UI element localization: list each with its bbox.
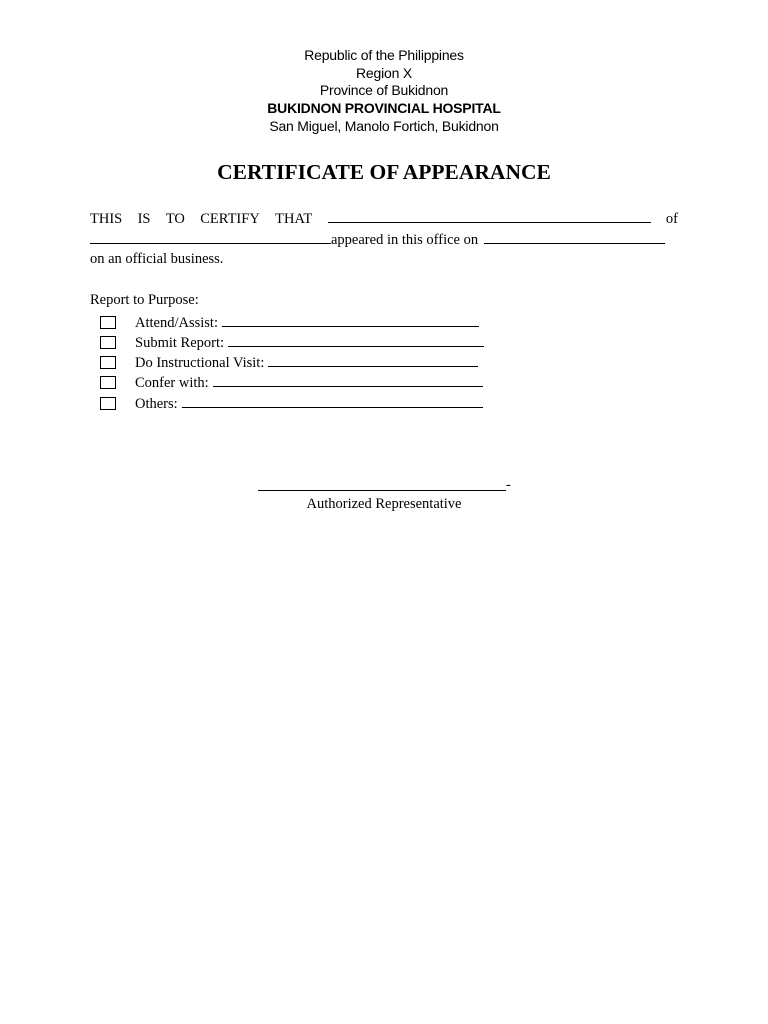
purpose-item-others [100,393,483,414]
submit-report-blank-line[interactable] [228,332,484,347]
instructional-visit-checkbox[interactable] [100,356,116,369]
certify-word-of: of [665,211,678,227]
header-republic: Republic of the Philippines [304,47,464,63]
purpose-item-submit-report [100,332,484,353]
signature-dash: - [506,477,511,493]
header-address: San Miguel, Manolo Fortich, Bukidnon [269,118,499,134]
certify-word-to: TO [165,211,185,227]
others-label: Others: [135,396,178,412]
header-hospital-name: BUKIDNON PROVINCIAL HOSPITAL [267,100,501,116]
certify-word-is: IS [137,211,151,227]
authorized-representative-label: Authorized Representative [306,496,462,512]
appeared-text: appeared in this office on [331,232,479,248]
header-region: Region X [356,65,412,81]
purpose-item-instructional-visit [100,352,478,373]
document-title: CERTIFICATE OF APPEARANCE [217,160,551,184]
submit-report-label: Submit Report: [135,335,225,351]
certify-line-1 [90,208,678,229]
confer-with-label: Confer with: [135,375,209,391]
date-blank-line[interactable] [484,229,665,244]
purpose-item-confer-with [100,372,483,393]
report-to-purpose-label: Report to Purpose: [90,292,199,308]
confer-with-checkbox[interactable] [100,376,116,389]
certify-word-that: THAT [275,211,313,227]
official-business-text: on an official business. [90,251,224,267]
purpose-item-attend-assist [100,312,479,333]
confer-with-blank-line[interactable] [213,372,483,387]
name-blank-line[interactable] [328,208,651,223]
signature-line[interactable] [258,478,506,491]
attend-assist-blank-line[interactable] [222,312,479,327]
attend-assist-label: Attend/Assist: [135,315,218,331]
certify-word-this: THIS [90,211,123,227]
instructional-visit-label: Do Instructional Visit: [135,355,265,371]
others-blank-line[interactable] [182,393,483,408]
certify-word-certify: CERTIFY [200,211,260,227]
submit-report-checkbox[interactable] [100,336,116,349]
others-checkbox[interactable] [100,397,116,410]
instructional-visit-blank-line[interactable] [268,352,478,367]
certify-line-2 [90,229,678,250]
header-province: Province of Bukidnon [319,82,449,98]
attend-assist-checkbox[interactable] [100,316,116,329]
office-blank-line[interactable] [90,229,331,244]
